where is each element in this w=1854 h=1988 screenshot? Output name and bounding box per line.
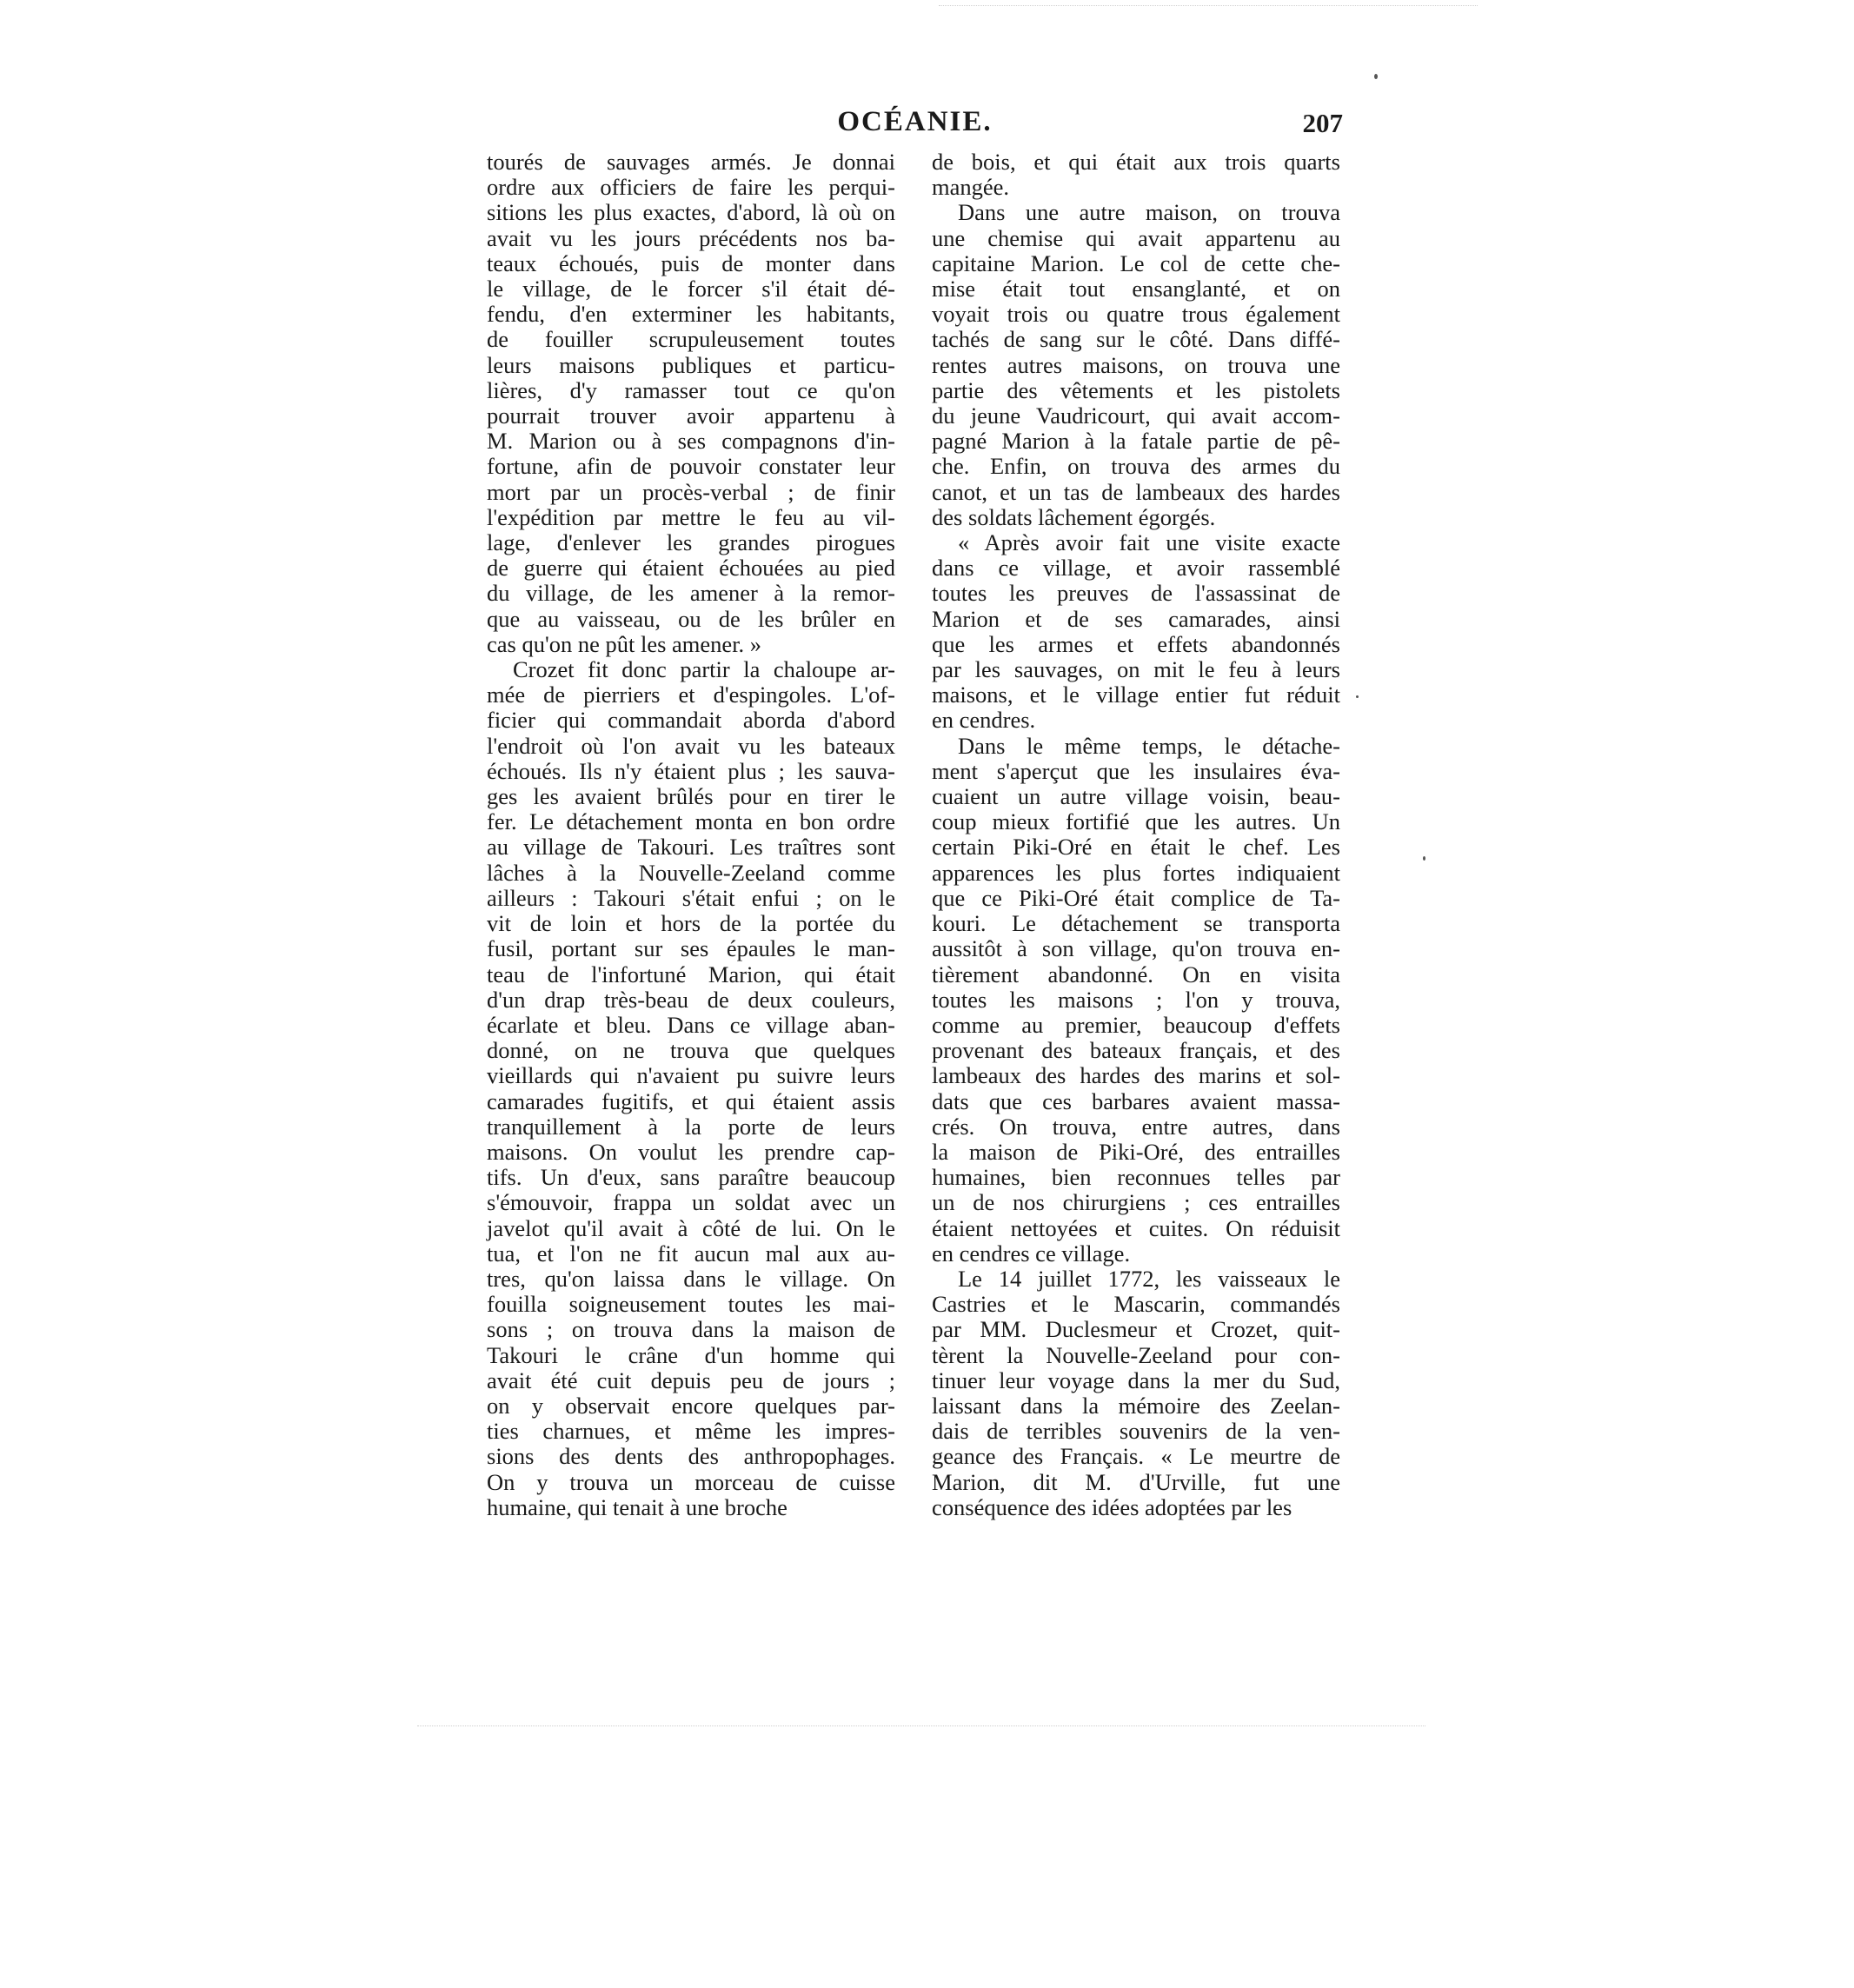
text-line: apparences les plus fortes indiquaient	[932, 859, 1340, 886]
text-line: fendu, d'en exterminer les habitants,	[487, 301, 895, 328]
text-line: aussitôt à son village, qu'on trouva en-	[932, 935, 1340, 962]
text-line: laissant dans la mémoire des Zeelan-	[932, 1392, 1340, 1419]
right-text-column	[932, 150, 1340, 1520]
scan-speck	[1374, 74, 1378, 79]
text-line: une chemise qui avait appartenu au	[932, 224, 1340, 251]
scan-artifact-bottom	[417, 1725, 1425, 1727]
text-line: camarades fugitifs, et qui étaient assis	[487, 1087, 895, 1114]
text-line: vit de loin et hors de la portée du	[487, 910, 895, 937]
text-line: en cendres.	[932, 707, 1036, 734]
text-line: coup mieux fortifié que les autres. Un	[932, 808, 1340, 835]
text-line: humaine, qui tenait à une broche	[487, 1493, 787, 1520]
text-line: que au vaisseau, ou de les brûler en	[487, 605, 895, 632]
text-line: sions des dents des anthropophages.	[487, 1443, 895, 1470]
text-line: de bois, et qui était aux trois quarts	[932, 149, 1340, 175]
text-line: conséquence des idées adoptées par les	[932, 1493, 1292, 1520]
text-line: des soldats lâchement égorgés.	[932, 503, 1216, 530]
text-line: capitaine Marion. Le col de cette che-	[932, 249, 1340, 276]
paragraph	[932, 200, 1340, 530]
text-line: tèrent la Nouvelle-Zeeland pour con-	[932, 1341, 1340, 1368]
scan-speck	[1423, 856, 1425, 861]
text-line: leurs maisons publiques et particu-	[487, 351, 895, 378]
text-line: tifs. Un d'eux, sans paraître beaucoup	[487, 1164, 895, 1191]
paragraph	[932, 150, 1340, 200]
text-line: « Après avoir fait une visite exacte	[958, 529, 1340, 556]
text-line: échoués. Ils n'y étaient plus ; les sauva-	[487, 757, 895, 784]
text-line: mangée.	[932, 174, 1010, 201]
text-line: comme au premier, beaucoup d'effets	[932, 1011, 1340, 1038]
text-line: de guerre qui étaient échouées au pied	[487, 555, 895, 582]
text-line: ficier qui commandait aborda d'abord	[487, 707, 895, 734]
text-line: de fouiller scrupuleusement toutes	[487, 326, 895, 353]
text-line: ties charnues, et même les impres-	[487, 1418, 895, 1445]
text-line: par MM. Duclesmeur et Crozet, quit-	[932, 1316, 1340, 1343]
text-line: lage, d'enlever les grandes pirogues	[487, 529, 895, 556]
text-line: certain Piki-Oré en était le chef. Les	[932, 834, 1340, 861]
text-line: tua, et l'on ne fit aucun mal aux au-	[487, 1240, 895, 1267]
text-line: pagné Marion à la fatale partie de pê-	[932, 428, 1340, 455]
text-line: lâches à la Nouvelle-Zeeland comme	[487, 859, 895, 886]
text-line: maisons. On voulut les prendre cap-	[487, 1138, 895, 1165]
text-line: ges les avaient brûlés pour en tirer le	[487, 783, 895, 810]
text-line: Le 14 juillet 1772, les vaisseaux le	[958, 1265, 1340, 1292]
text-line: toutes les preuves de l'assassinat de	[932, 580, 1340, 607]
text-line: cuaient un autre village voisin, beau-	[932, 783, 1340, 810]
text-line: tourés de sauvages armés. Je donnai	[487, 149, 895, 175]
text-line: fortune, afin de pouvoir constater leur	[487, 453, 895, 480]
text-line: dats que ces barbares avaient massa-	[932, 1087, 1340, 1114]
scan-speck	[1356, 695, 1359, 698]
text-line: étaient nettoyées et cuites. On réduisit	[932, 1214, 1340, 1241]
text-line: cas qu'on ne pût les amener. »	[487, 630, 762, 657]
paragraph	[487, 150, 895, 657]
text-line: l'endroit où l'on avait vu les bateaux	[487, 732, 895, 759]
text-line: Dans une autre maison, on trouva	[958, 199, 1340, 226]
text-line: geance des Français. « Le meurtre de	[932, 1443, 1340, 1470]
text-line: dais de terribles souvenirs de la ven-	[932, 1418, 1340, 1445]
text-line: tièrement abandonné. On en visita	[932, 961, 1340, 987]
text-line: crés. On trouva, entre autres, dans	[932, 1113, 1340, 1140]
text-line: ordre aux officiers de faire les perqui-	[487, 174, 895, 201]
text-line: tinuer leur voyage dans la mer du Sud,	[932, 1366, 1340, 1393]
text-line: l'expédition par mettre le feu au vil-	[487, 503, 895, 530]
text-line: en cendres ce village.	[932, 1240, 1131, 1267]
text-line: mée de pierriers et d'espingoles. L'of-	[487, 682, 895, 708]
text-line: tachés de sang sur le côté. Dans diffé-	[932, 326, 1340, 353]
text-line: Marion, dit M. d'Urville, fut une	[932, 1468, 1340, 1495]
text-line: On y trouva un morceau de cuisse	[487, 1468, 895, 1495]
text-line: fusil, portant sur ses épaules le man-	[487, 935, 895, 962]
text-line: au village de Takouri. Les traîtres sont	[487, 834, 895, 861]
text-line: Dans le même temps, le détache-	[958, 732, 1340, 759]
text-line: provenant des bateaux français, et des	[932, 1037, 1340, 1064]
text-line: donné, on ne trouva que quelques	[487, 1037, 895, 1064]
page-header	[487, 106, 1343, 150]
text-line: dans ce village, et avoir rassemblé	[932, 555, 1340, 582]
text-line: canot, et un tas de lambeaux des hardes	[932, 478, 1340, 505]
text-line: s'émouvoir, frappa un soldat avec un	[487, 1189, 895, 1216]
text-line: écarlate et bleu. Dans ce village aban-	[487, 1011, 895, 1038]
text-line: sons ; on trouva dans la maison de	[487, 1316, 895, 1343]
paragraph	[487, 657, 895, 1520]
text-line: che. Enfin, on trouva des armes du	[932, 453, 1340, 480]
text-line: M. Marion ou à ses compagnons d'in-	[487, 428, 895, 455]
text-line: teau de l'infortuné Marion, qui était	[487, 961, 895, 987]
text-line: javelot qu'il avait à côté de lui. On le	[487, 1214, 895, 1241]
text-line: partie des vêtements et les pistolets	[932, 376, 1340, 403]
text-line: Takouri le crâne d'un homme qui	[487, 1341, 895, 1368]
text-line: tres, qu'on laissa dans le village. On	[487, 1265, 895, 1292]
text-line: du jeune Vaudricourt, qui avait accom-	[932, 402, 1340, 429]
text-line: ment s'aperçut que les insulaires éva-	[932, 757, 1340, 784]
text-line: lambeaux des hardes des marins et sol-	[932, 1062, 1340, 1089]
text-line: vieillards qui n'avaient pu suivre leurs	[487, 1062, 895, 1089]
text-line: d'un drap très-beau de deux couleurs,	[487, 986, 895, 1013]
text-line: un de nos chirurgiens ; ces entrailles	[932, 1189, 1340, 1216]
text-line: le village, de le forcer s'il était dé-	[487, 276, 895, 303]
text-line: toutes les maisons ; l'on y trouva,	[932, 986, 1340, 1013]
text-line: du village, de les amener à la remor-	[487, 580, 895, 607]
text-line: avait été cuit depuis peu de jours ;	[487, 1366, 895, 1393]
text-line: la maison de Piki-Oré, des entrailles	[932, 1138, 1340, 1165]
running-title: OCÉANIE.	[837, 106, 993, 137]
text-line: tranquillement à la porte de leurs	[487, 1113, 895, 1140]
text-line: ailleurs : Takouri s'était enfui ; on le	[487, 884, 895, 911]
text-line: teaux échoués, puis de monter dans	[487, 249, 895, 276]
paragraph	[932, 530, 1340, 734]
text-line: sitions les plus exactes, d'abord, là où on	[487, 199, 895, 226]
text-line: on y observait encore quelques par-	[487, 1392, 895, 1419]
paragraph	[932, 1267, 1340, 1520]
text-line: maisons, et le village entier fut réduit	[932, 682, 1340, 708]
text-line: voyait trois ou quatre trous également	[932, 301, 1340, 328]
text-line: que ce Piki-Oré était complice de Ta-	[932, 884, 1340, 911]
text-line: Castries et le Mascarin, commandés	[932, 1291, 1340, 1318]
text-line: humaines, bien reconnues telles par	[932, 1164, 1340, 1191]
text-line: mise était tout ensanglanté, et on	[932, 276, 1340, 303]
paragraph	[932, 734, 1340, 1267]
text-line: pourrait trouver avoir appartenu à	[487, 402, 895, 429]
text-line: fouilla soigneusement toutes les mai-	[487, 1291, 895, 1318]
text-line: fer. Le détachement monta en bon ordre	[487, 808, 895, 835]
text-line: Crozet fit donc partir la chaloupe ar-	[513, 656, 895, 683]
left-text-column	[487, 150, 895, 1520]
text-line: mort par un procès-verbal ; de finir	[487, 478, 895, 505]
text-line: rentes autres maisons, on trouva une	[932, 351, 1340, 378]
text-line: lières, d'y ramasser tout ce qu'on	[487, 376, 895, 403]
text-line: avait vu les jours précédents nos ba-	[487, 224, 895, 251]
scan-artifact-top	[939, 5, 1478, 7]
text-line: par les sauvages, on mit le feu à leurs	[932, 656, 1340, 683]
text-line: kouri. Le détachement se transporta	[932, 910, 1340, 937]
page-number: 207	[1302, 108, 1343, 138]
text-line: Marion et de ses camarades, ainsi	[932, 605, 1340, 632]
text-line: que les armes et effets abandonnés	[932, 630, 1340, 657]
